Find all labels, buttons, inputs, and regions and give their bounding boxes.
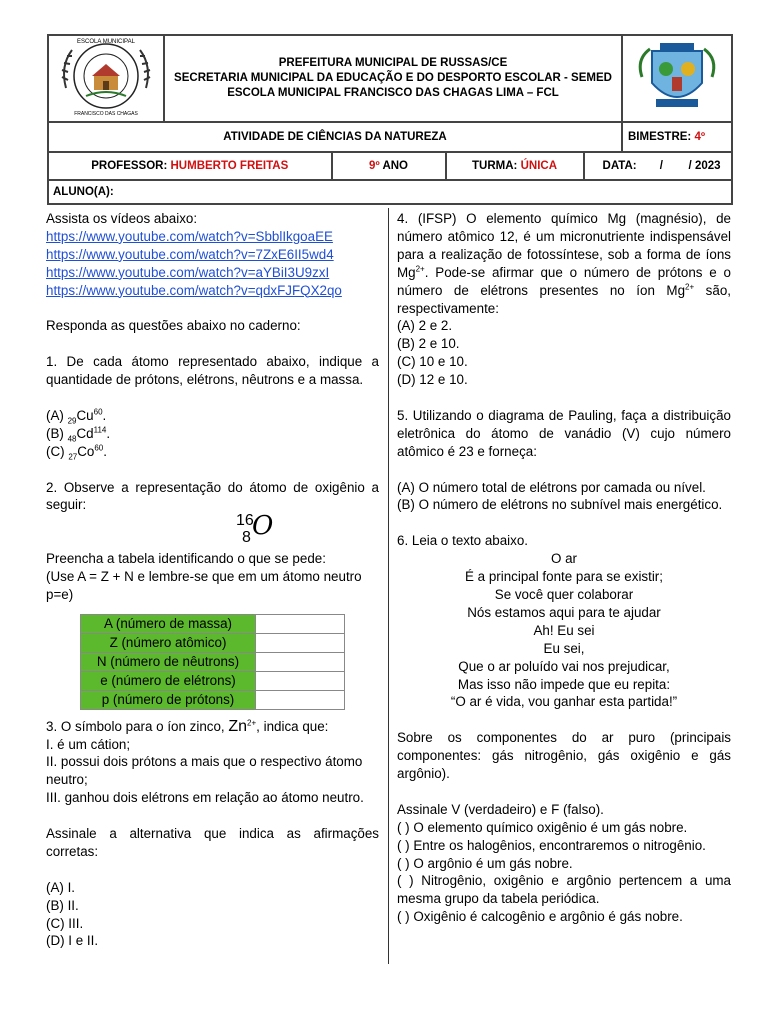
q4-option-d: (D) 12 e 10. (397, 372, 468, 388)
svg-text:ESCOLA MUNICIPAL: ESCOLA MUNICIPAL (77, 39, 135, 45)
q3-ask: Assinale a alternativa que indica as afirmações corretas: (46, 826, 379, 859)
particle-table (80, 614, 345, 710)
table-row: N (número de nêutrons) (81, 652, 345, 671)
question-1: 1. De cada átomo representado abaixo, indique a quantidade de prótons, elétrons, nêutrons e a massa. (46, 354, 379, 388)
bimestre-value: 4º (694, 131, 706, 143)
poem-line: É a principal fonte para se existir; (465, 569, 663, 585)
video-link-4[interactable]: https://www.youtube.com/watch?v=qdxFJFQX2qo (46, 282, 342, 298)
date-cell (584, 152, 732, 180)
q3-item-2: II. possui dois prótons a mais que o respectivo átomo neutro; (46, 754, 363, 788)
turma-cell (446, 152, 584, 180)
table-row: p (número de prótons) (81, 690, 345, 709)
column-divider (388, 208, 389, 964)
video-link-1[interactable]: https://www.youtube.com/watch?v=SbblIkgoaEE (46, 228, 333, 244)
header-table (47, 34, 733, 205)
q4-option-c: (C) 10 e 10. (397, 354, 468, 370)
city-logo-cell (622, 35, 732, 122)
city-crest-icon (632, 37, 722, 115)
grade-cell (332, 152, 446, 180)
q4-option-a: (A) 2 e 2. (397, 318, 453, 334)
question-2: 2. Observe a representação do átomo de oxigênio a seguir: (46, 479, 379, 513)
q3-option-d: (D) I e II. (46, 933, 99, 949)
q1-option-a: (A) $_{29}Cu^{60}$. (46, 407, 107, 426)
bimestre-label: BIMESTRE: (628, 131, 692, 143)
videos-intro: Assista os vídeos abaixo: (46, 211, 198, 226)
poem-line: Que o ar poluído vai nos prejudicar, (458, 658, 670, 674)
question-3: 3. O símbolo para o íon zinco, $Zn^{2+}$, indica que: (46, 717, 329, 735)
q5-item-b: (B) O número de elétrons no subnível mais energético. (397, 497, 723, 513)
date-label: DATA: (602, 160, 637, 172)
turma-label: TURMA: (472, 160, 518, 172)
professor-name: HUMBERTO FREITAS (170, 160, 289, 172)
poem-line: Se você quer colaborar (494, 586, 634, 602)
video-link-2[interactable]: https://www.youtube.com/watch?v=7ZxE6II5wd4 (46, 246, 334, 262)
left-column (46, 210, 379, 950)
answer-cell[interactable] (256, 633, 345, 652)
table-row: Z (número atômico) (81, 633, 345, 652)
q4-option-b: (B) 2 e 10. (397, 336, 460, 352)
q6-item-5: ( ) Oxigênio é calcogênio e argônio é gás nobre. (397, 909, 683, 925)
q1-option-b: (B) $_{48}Cd^{114}$. (46, 425, 111, 444)
professor-cell (48, 152, 332, 180)
professor-label: PROFESSOR: (91, 160, 168, 172)
q6-item-2: ( ) Entre os halogênios, encontraremos o nitrogênio. (397, 837, 706, 853)
q6-item-1: ( ) O elemento químico oxigênio é um gás nobre. (397, 819, 688, 835)
q6-item-4: ( ) Nitrogênio, oxigênio e argônio pertencem a uma mesma grupo da tabela periódica. (397, 873, 731, 907)
q1-option-c: (C) $_{27}Co^{60}$. (46, 443, 107, 462)
activity-cell (48, 122, 622, 152)
q6-ask: Assinale V (verdadeiro) e F (falso). (397, 801, 604, 817)
turma-value: ÚNICA (520, 160, 558, 172)
poem-line: Eu sei, (543, 640, 585, 656)
instruction-text: Responda as questões abaixo no caderno: (46, 318, 301, 334)
date-value: / / 2023 (659, 160, 721, 172)
video-link-3[interactable]: https://www.youtube.com/watch?v=aYBiI3U9zxI (46, 264, 330, 280)
student-cell (48, 180, 732, 204)
poem-line: Nós estamos aqui para te ajudar (467, 604, 661, 620)
grade-value: 9º (369, 160, 380, 172)
header-title-cell (164, 35, 622, 122)
svg-text:FRANCISCO DAS CHAGAS: FRANCISCO DAS CHAGAS (74, 111, 138, 116)
school-logo-cell (48, 35, 164, 122)
q3-option-a: (A) I. (46, 879, 76, 895)
q3-item-1: I. é um cátion; (46, 736, 131, 752)
oxygen-atom-symbol: 16 8 O (236, 511, 274, 547)
prefeitura-title: PREFEITURA MUNICIPAL DE RUSSAS/CE (278, 57, 508, 69)
table-row: A (número de massa) (81, 615, 345, 634)
poem-line: O ar (550, 551, 578, 567)
q3-item-3: III. ganhou dois elétrons em relação ao átomo neutro. (46, 790, 364, 806)
q6-context: Sobre os componentes do ar puro (principais componentes: gás nitrogênio, gás oxigênio e gás argônio). (397, 730, 731, 782)
answer-cell[interactable] (256, 671, 345, 690)
q2-hint: (Use A = Z + N e lembre-se que em um átomo neutro p=e) (46, 569, 362, 603)
table-row: e (número de elétrons) (81, 671, 345, 690)
answer-cell[interactable] (256, 652, 345, 671)
poem-line: Ah! Eu sei (533, 622, 595, 638)
secretaria-title: SECRETARIA MUNICIPAL DA EDUCAÇÃO E DO DESPORTO ESCOLAR - SEMED (174, 72, 612, 84)
q5-item-a: (A) O número total de elétrons por camada ou nível. (397, 479, 706, 495)
question-5: 5. Utilizando o diagrama de Pauling, faça a distribuição eletrônica do átomo de vanádio (V) cujo número atômico é 23 e forneça: (397, 407, 731, 459)
student-label: ALUNO(A): (53, 186, 114, 198)
school-title: ESCOLA MUNICIPAL FRANCISCO DAS CHAGAS LIMA – FCL (227, 87, 559, 99)
grade-label: ANO (382, 160, 408, 172)
right-column (397, 210, 731, 926)
poem-line: “O ar é vida, vou ganhar esta partida!” (450, 694, 678, 710)
question-6: 6. Leia o texto abaixo. (397, 533, 529, 549)
answer-cell[interactable] (256, 690, 345, 709)
question-4: 4. (IFSP) O elemento químico Mg (magnésio), de número atômico 12, é um micronutriente indispensável para a realização de fotossíntese, sob a forma de íons $Mg^{2+}$. Pode-se afirmar que o número de prótons e o número de elétrons presentes no íon $Mg^{2+}$ são, respectivamente: (397, 211, 731, 316)
school-seal-icon (58, 36, 154, 116)
poem-line: Mas isso não impede que eu repita: (457, 676, 671, 692)
bimestre-cell (622, 122, 732, 152)
q2-fill-instruction: Preencha a tabela identificando o que se pede: (46, 551, 326, 567)
q6-item-3: ( ) O argônio é um gás nobre. (397, 855, 573, 871)
q3-option-b: (B) II. (46, 897, 79, 913)
answer-cell[interactable] (256, 615, 345, 634)
activity-title: ATIVIDADE DE CIÊNCIAS DA NATUREZA (223, 131, 447, 143)
q3-option-c: (C) III. (46, 915, 84, 931)
